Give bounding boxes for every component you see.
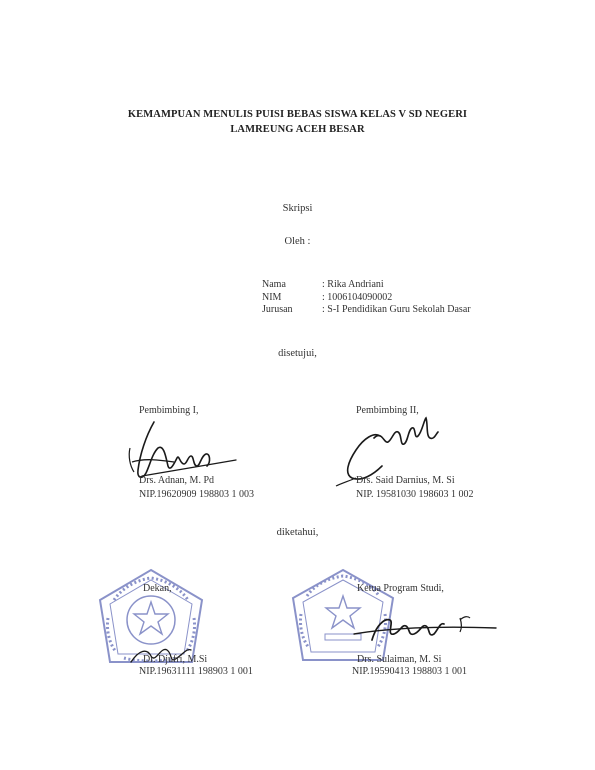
document-type: Skripsi [282, 203, 313, 214]
advisor2-name: Drs. Said Darnius, M. Si [356, 475, 455, 486]
dean-nip: NIP.19631111 198903 1 001 [139, 666, 253, 677]
info-value: : 1006104090002 [322, 291, 393, 303]
advisor2-role: Pembimbing II, [356, 405, 419, 416]
approved-label: disetujui, [278, 348, 317, 359]
advisor2-nip: NIP. 19581030 198603 1 002 [356, 489, 474, 500]
info-row-name [262, 279, 471, 292]
author-by-label: Oleh : [284, 236, 311, 247]
head-role: Ketua Program Studi, [357, 583, 444, 594]
head-signature-icon [350, 612, 500, 652]
info-label: NIM [262, 291, 282, 303]
head-name: Drs. Sulaiman, M. Si [357, 654, 442, 665]
info-value: : Rika Andriani [322, 279, 384, 290]
advisor1-nip: NIP.19620909 198803 1 003 [139, 489, 255, 500]
info-row-nim [262, 292, 471, 305]
head-nip: NIP.19590413 198803 1 001 [352, 666, 468, 677]
dean-role: Dekan, [143, 583, 172, 594]
known-label: diketahui, [276, 527, 319, 538]
dean-name: Dr. Djufri, M.Si [143, 654, 208, 665]
info-label: Nama [262, 279, 286, 290]
title-line-2: LAMREUNG ACEH BESAR [230, 124, 365, 135]
title-line-1: KEMAMPUAN MENULIS PUISI BEBAS SISWA KELAS V SD NEGERI [127, 109, 468, 120]
advisor1-name: Drs. Adnan, M. Pd [139, 475, 215, 486]
document-title [0, 107, 595, 137]
info-label: Jurusan [262, 304, 293, 315]
info-value: : S-I Pendidikan Guru Sekolah Dasar [322, 304, 471, 315]
info-row-department [262, 304, 471, 317]
author-info [262, 279, 471, 317]
advisor1-role: Pembimbing I, [139, 405, 199, 416]
